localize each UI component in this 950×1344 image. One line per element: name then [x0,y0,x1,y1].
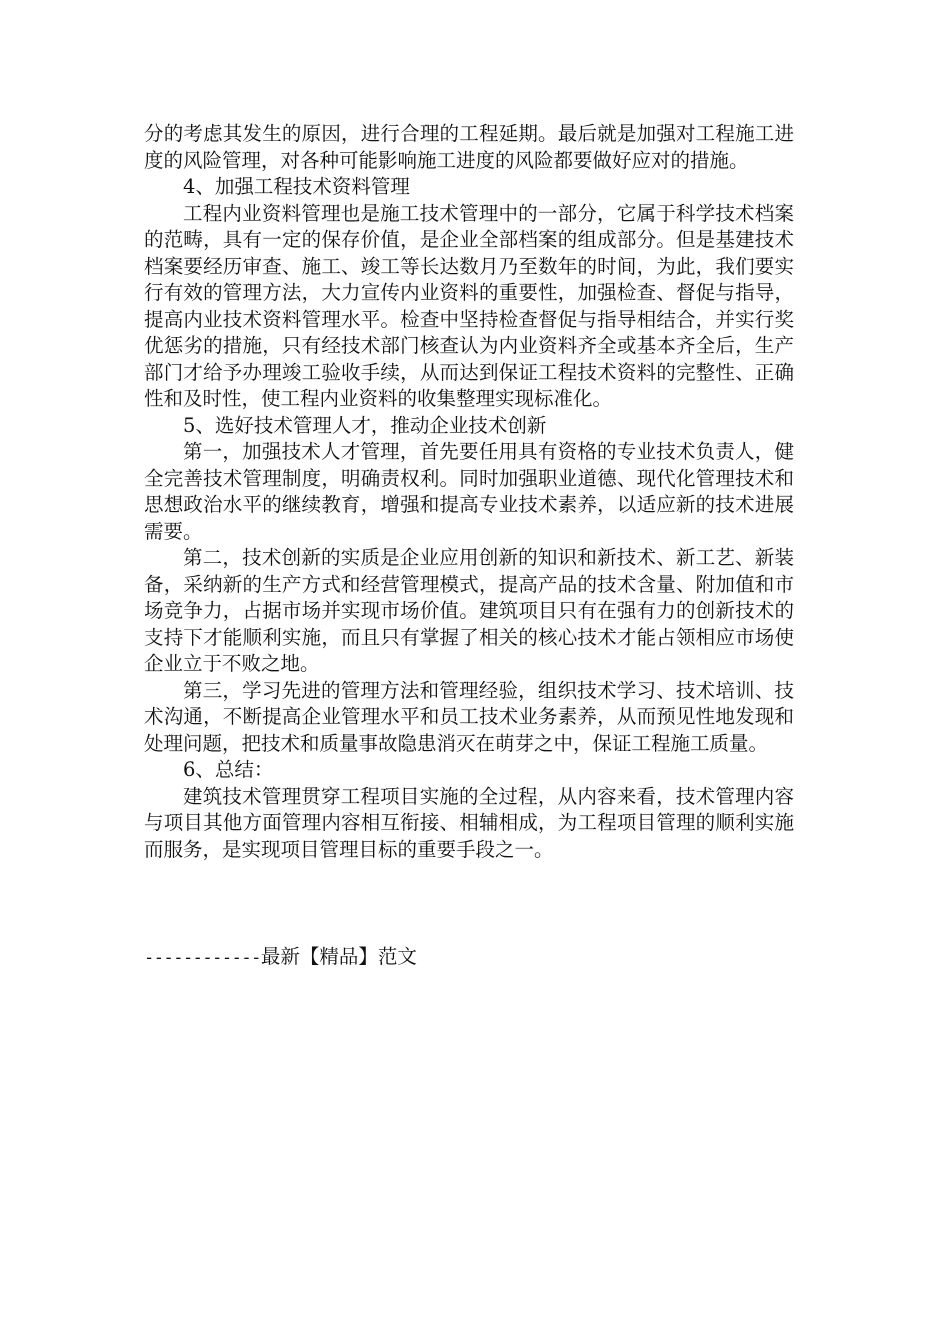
document-body [144,121,794,863]
paragraph-summary: 建筑技术管理贯穿工程项目实施的全过程，从内容来看，技术管理内容与项目其他方面管理内容相互衔接、相辅相成，为工程项目管理的顺利实施而服务，是实现项目管理目标的重要手段之一。 [144,784,794,861]
footer-label: 最新【精品】范文 [260,945,417,968]
paragraph-third: 第三，学习先进的管理方法和管理经验，组织技术学习、技术培训、技术沟通，不断提高企业管理水平和员工技术业务素养，从而预见性地发现和处理问题，把技术和质量事故隐患消灭在萌芽之中，保证工程施工质量。 [144,678,794,755]
footer-dashes: ------------ [144,948,261,968]
section-heading-4: 4、加强工程技术资料管理 [183,175,410,198]
paragraph-continuation: 分的考虑其发生的原因，进行合理的工程延期。最后就是加强对工程施工进度的风险管理，对各种可能影响施工进度的风险都要做好应对的措施。 [144,122,794,172]
paragraph-tech-records: 工程内业资料管理也是施工技术管理中的一部分，它属于科学技术档案的范畴，具有一定的保存价值，是企业全部档案的组成部分。但是基建技术档案要经历审查、施工、竣工等长达数月乃至数年的时间，为此，我们要实行有效的管理方法，大力宣传内业资料的重要性，加强检查、督促与指导，提高内业技术资料管理水平。检查中坚持检查督促与指导相结合，并实行奖优惩劣的措施，只有经技术部门核查认为内业资料齐全或基本齐全后，生产部门才给予办理竣工验收手续，从而达到保证工程技术资料的完整性、正确性和及时性，使工程内业资料的收集整理实现标准化。 [144,201,794,410]
section-heading-5: 5、选好技术管理人才，推动企业技术创新 [183,413,547,437]
paragraph-second: 第二，技术创新的实质是企业应用创新的知识和新技术、新工艺、新装备，采纳新的生产方式和经营管理模式，提高产品的技术含量、附加值和市场竞争力，占据市场并实现市场价值。建筑项目只有在强有力的创新技术的支持下才能顺利实施，而且只有掌握了相关的核心技术才能占领相应市场使企业立于不败之地。 [144,546,794,675]
section-heading-6: 6、总结： [183,758,274,781]
document-footer [144,942,417,973]
paragraph-first: 第一，加强技术人才管理，首先要任用具有资格的专业技术负责人，健全完善技术管理制度，明确责权利。同时加强职业道德、现代化管理技术和思想政治水平的继续教育，增强和提高专业技术素养，以适应新的技术进展需要。 [144,440,794,543]
